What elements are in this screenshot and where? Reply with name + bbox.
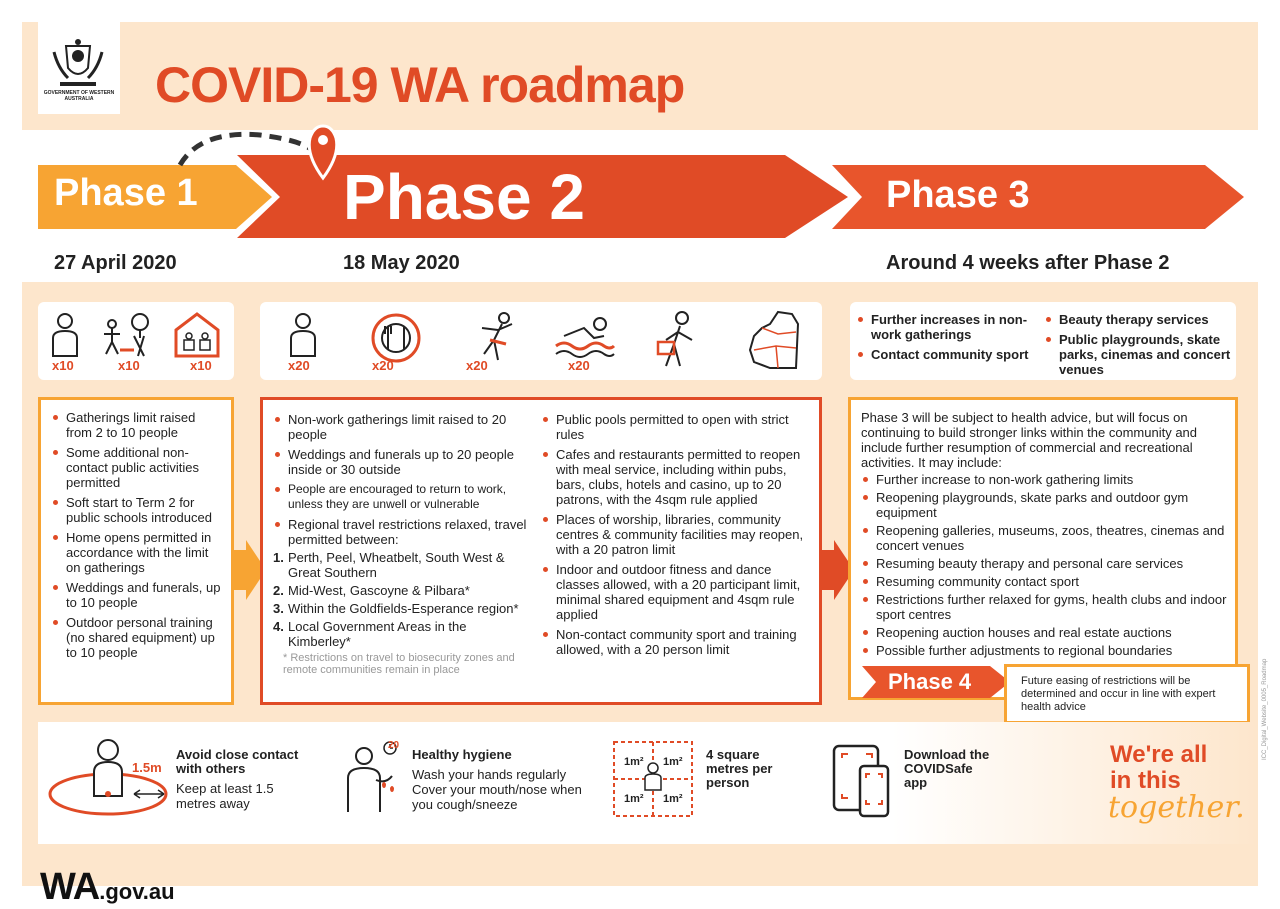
list-item: Beauty therapy services xyxy=(1044,312,1234,327)
phase2-footnote: * Restrictions on travel to biosecurity zones and remote communities remain in place xyxy=(283,652,515,676)
contact-text: Keep at least 1.5 metres away xyxy=(176,781,274,811)
list-item: Restrictions further relaxed for gyms, health clubs and indoor sport centres xyxy=(861,592,1227,622)
list-item: Resuming community contact sport xyxy=(861,574,1227,589)
sqm-cell-2: 1m² xyxy=(663,756,683,768)
list-item: Possible further adjustments to regional boundaries xyxy=(861,643,1227,658)
list-item: Contact community sport xyxy=(856,347,1036,362)
phase2-details xyxy=(260,397,822,705)
phase1-list xyxy=(41,400,231,660)
covidsafe-app-icon xyxy=(832,744,892,820)
phase1-label: Phase 1 xyxy=(54,172,198,214)
phase1-cap-3: x10 xyxy=(190,358,212,373)
list-item: Resuming beauty therapy and personal care services xyxy=(861,556,1227,571)
list-item: Gatherings limit raised from 2 to 10 people xyxy=(51,410,223,440)
list-item: Non-work gatherings limit raised to 20 people xyxy=(273,412,531,442)
outdoor-training-icon xyxy=(100,312,160,360)
phase2-right-list xyxy=(541,412,811,657)
phase3-intro: Phase 3 will be subject to health advice, but will focus on continuing to build stronger links within the community and include further resumption of commercial and recreational activities. It may include: xyxy=(861,410,1198,470)
phase2-cap-2: x20 xyxy=(372,358,394,373)
document-code: ICC_Digital_Website_0005_Roadmap xyxy=(1262,658,1268,760)
distance-label: 1.5m xyxy=(132,760,162,775)
phase4-label: Phase 4 xyxy=(888,669,972,694)
list-item: Cafes and restaurants permitted to reopen with meal service, including within pubs, bars, clubs, hotels and casino, up to 20 patrons, with the 4sqm rule applied xyxy=(541,447,811,507)
list-item: Regional travel restrictions relaxed, travel permitted between: xyxy=(273,517,531,547)
social-distancing-icon xyxy=(44,736,174,820)
list-item: Non-contact community sport and training allowed, with a 20 person limit xyxy=(541,627,811,657)
list-item: 1. Perth, Peel, Wheatbelt, South West & Great Southern xyxy=(273,550,505,580)
phase2-left-column xyxy=(273,412,531,676)
list-item: Weddings and funerals, up to 10 people xyxy=(51,580,223,610)
list-item: Places of worship, libraries, community centres & community facilities may reopen, with a 20 patron limit xyxy=(541,512,811,557)
phase2-label: Phase 2 xyxy=(343,161,585,233)
phase3-highlight-panel xyxy=(850,302,1236,380)
list-item: Public pools permitted to open with strict rules xyxy=(541,412,811,442)
person-icon xyxy=(50,312,80,360)
list-item: 2. Mid-West, Gascoyne & Pilbara* xyxy=(273,583,470,598)
phase2-cap-1: x20 xyxy=(288,358,310,373)
phase2-date: 18 May 2020 xyxy=(343,252,460,274)
phase3-list xyxy=(851,470,1235,658)
phase3-highlight-col1 xyxy=(856,312,1036,367)
phase2-regions-list xyxy=(273,550,531,649)
phase1-cap-1: x10 xyxy=(52,358,74,373)
phase3-label: Phase 3 xyxy=(886,174,1030,216)
phase3-details xyxy=(848,397,1238,700)
timer-label: 20 xyxy=(388,740,400,751)
list-item: Public playgrounds, skate parks, cinemas and concert venues xyxy=(1044,332,1234,377)
phase2-right-column xyxy=(541,412,811,662)
sqm-title: 4 square metres per person xyxy=(706,747,773,790)
list-item: Reopening galleries, museums, zoos, theatres, cinemas and concert venues xyxy=(861,523,1227,553)
list-item: Home opens permitted in accordance with the limit on gatherings xyxy=(51,530,223,575)
wa-regions-map-icon xyxy=(748,310,800,372)
together-slogan: We're all in this xyxy=(1110,741,1208,794)
sqm-cell-1: 1m² xyxy=(624,756,644,768)
return-to-work-icon xyxy=(656,310,702,370)
hygiene-text: Wash your hands regularly Cover your mouth/nose when you cough/sneeze xyxy=(412,767,582,812)
swimming-icon xyxy=(554,314,616,364)
phase1-cap-2: x10 xyxy=(118,358,140,373)
wa-gov-logo[interactable]: WA.gov.au xyxy=(40,866,175,908)
list-item: Weddings and funerals up to 20 people inside or 30 outside xyxy=(273,447,531,477)
phase2-cap-3: x20 xyxy=(466,358,488,373)
phase3-date: Around 4 weeks after Phase 2 xyxy=(886,252,1170,274)
list-item: Further increases in non-work gatherings xyxy=(856,312,1036,342)
phase2-left-list xyxy=(273,412,531,547)
crest-icon xyxy=(48,38,108,90)
phase4-note: Future easing of restrictions will be determined and occur in line with expert health advice xyxy=(1004,664,1250,724)
app-title: Download the COVIDSafe app xyxy=(904,747,990,790)
list-item: Further increase to non-work gathering limits xyxy=(861,472,1227,487)
dining-icon xyxy=(370,312,422,364)
list-item: Reopening playgrounds, skate parks and outdoor gym equipment xyxy=(861,490,1227,520)
government-name: GOVERNMENT OF WESTERN AUSTRALIA xyxy=(43,90,115,102)
phase2-icon-panel xyxy=(260,302,822,380)
person-icon xyxy=(288,312,318,360)
together-script: together. xyxy=(1108,790,1245,825)
list-item: People are encouraged to return to work, unless they are unwell or vulnerable xyxy=(273,482,531,512)
phase1-icon-panel xyxy=(38,302,234,380)
phase3-highlight-col2 xyxy=(1044,312,1234,382)
sqm-cell-3: 1m² xyxy=(624,793,644,805)
list-item: Outdoor personal training (no shared equipment) up to 10 people xyxy=(51,615,223,660)
list-item: Some additional non-contact public activities permitted xyxy=(51,445,223,490)
list-item: 3. Within the Goldfields-Esperance region* xyxy=(273,601,519,616)
four-square-metres-icon xyxy=(612,740,694,818)
phase1-date: 27 April 2020 xyxy=(54,252,177,274)
sqm-cell-4: 1m² xyxy=(663,793,683,805)
phase2-cap-4: x20 xyxy=(568,358,590,373)
home-gathering-icon xyxy=(172,310,222,360)
hygiene-title: Healthy hygiene xyxy=(412,747,512,762)
list-item: 4. Local Government Areas in the Kimberley* xyxy=(273,619,467,649)
phase1-details xyxy=(38,397,234,705)
list-item: Soft start to Term 2 for public schools introduced xyxy=(51,495,223,525)
hand-washing-icon xyxy=(338,740,402,816)
contact-title: Avoid close contact with others xyxy=(176,747,299,776)
page-title: COVID-19 WA roadmap xyxy=(155,57,685,113)
list-item: Indoor and outdoor fitness and dance classes allowed, with a 20 participant limit, minimal shared equipment and 4sqm rule applied xyxy=(541,562,811,622)
list-item: Reopening auction houses and real estate auctions xyxy=(861,625,1227,640)
